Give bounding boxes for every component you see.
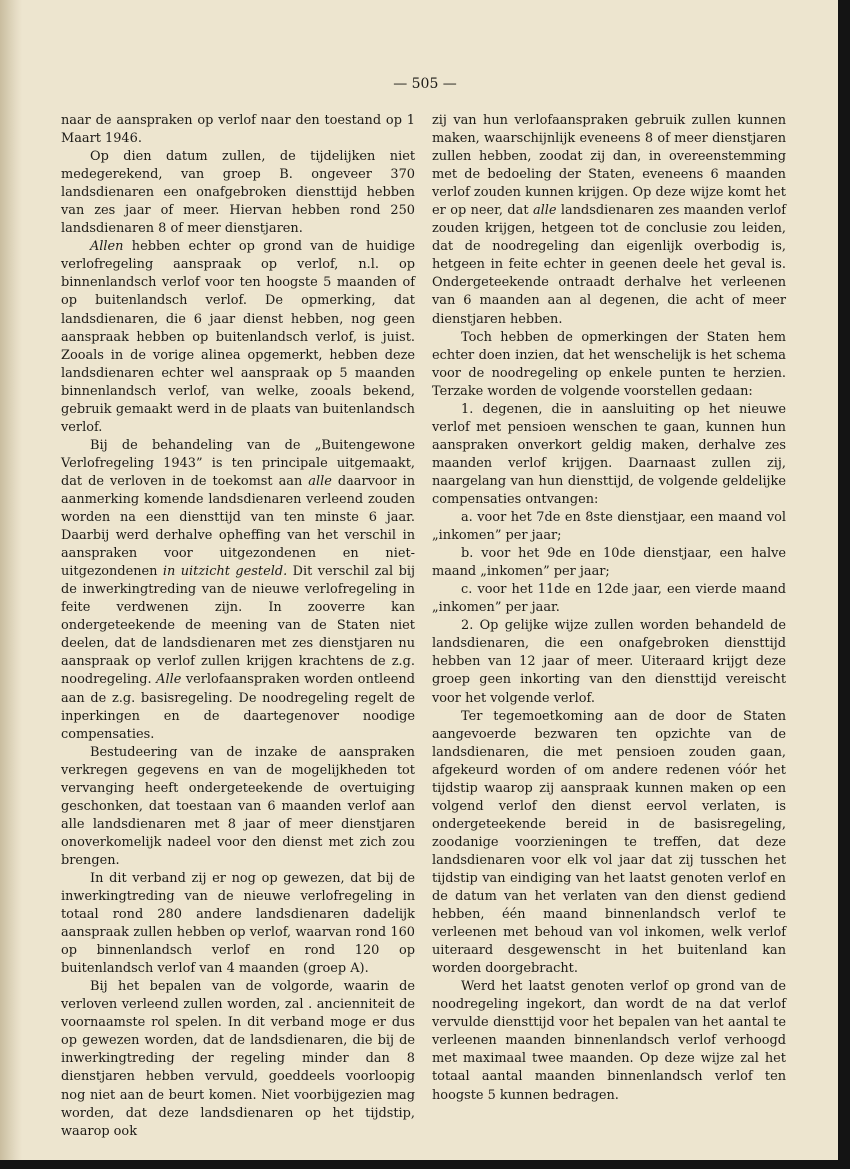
left-column xyxy=(61,112,415,1141)
paragraph: Allen hebben echter op grond van de huidige verlofregeling aanspraak op verlof, n.l. op binnenlandsch verlof voor ten hoogste 5 maanden of op buitenlandsch verlof. De opmerking, dat landsdienaren, die 6 jaar dienst hebben, nog geen aanspraak hebben op buitenlandsch verlof, is juist. Zooals in de vorige alinea opgemerkt, hebben deze landsdienaren echter wel aanspraak op 5 maanden binnenlandsch verlof, van welke, zooals bekend, gebruik gemaakt werd in de plaats van buitenlandsch verlof. xyxy=(61,239,415,435)
paragraph: Bij het bepalen van de volgorde, waarin de verloven verleend zullen worden, zal . ancienniteit de voornaamste rol spelen. In dit verband moge er dus op gewezen worden, dat de landsdienaren, die bij de inwerkingtreding der regeling minder dan 8 dienstjaren hebben vervuld, goeddeels voorloopig nog niet aan de beurt komen. Niet voorbijgezien mag worden, dat deze landsdienaren op het tijdstip, waarop ook xyxy=(61,979,415,1139)
list-item: c. voor het 11de en 12de jaar, een vierde maand „inkomen” per jaar. xyxy=(432,582,786,616)
right-column xyxy=(432,112,786,1105)
paragraph: Op dien datum zullen, de tijdelijken niet medegerekend, van groep B. ongeveer 370 landsdienaren een onafgebroken diensttijd hebben van zes jaar of meer. Hiervan hebben rond 250 landsdienaren 8 of meer dienstjaren. xyxy=(61,149,415,237)
list-item: a. voor het 7de en 8ste dienstjaar, een maand vol „inkomen” per jaar; xyxy=(432,510,786,544)
paragraph: 2. Op gelijke wijze zullen worden behandeld de landsdienaren, die een onafgebroken diensttijd hebben van 12 jaar of meer. Uiteraard krijgt deze groep geen inkorting van den diensttijd vereischt voor het volgende verlof. xyxy=(432,618,786,706)
page-number: — 505 — xyxy=(393,76,457,92)
paragraph: Toch hebben de opmerkingen der Staten hem echter doen inzien, dat het wenschelijk is het schema voor de noodregeling op enkele punten te herzien. Terzake worden de volgende voorstellen gedaan: xyxy=(432,329,786,399)
paragraph: In dit verband zij er nog op gewezen, dat bij de inwerkingtreding van de nieuwe verlofregeling in totaal rond 280 andere landsdienaren dadelijk aanspraak zullen hebben op verlof, waarvan rond 160 op binnenlandsch verlof en rond 120 op buitenlandsch verlof van 4 maanden (groep A). xyxy=(61,870,415,977)
list-item: b. voor het 9de en 10de dienstjaar, een halve maand „inkomen” per jaar; xyxy=(432,546,786,580)
page-binding-edge xyxy=(0,0,22,1160)
paragraph: zij van hun verlofaanspraken gebruik zullen kunnen maken, waarschijnlijk eveneens 8 of meer dienstjaren zullen hebben, zoodat zij dan, in overeenstemming met de bedoeling der Staten, eveneens 6 maanden verlof zouden kunnen krijgen. Op deze wijze komt het er op neer, dat alle landsdienaren zes maanden verlof zouden krijgen, hetgeen tot de conclusie zou leiden, dat de noodregeling dan eigenlijk overbodig is, hetgeen in feite echter in geenen deele het geval is. Ondergeteekende ontraadt derhalve het verleenen van 6 maanden aan al degenen, die acht of meer dienstjaren hebben. xyxy=(432,113,787,327)
paragraph: 1. degenen, die in aansluiting op het nieuwe verlof met pensioen wenschen te gaan, kunnen hun aanspraken onverkort geldig maken, derhalve zes maanden verlof krijgen. Daarnaast zullen zij, naargelang van hun diensttijd, de volgende geldelijke compensaties ontvangen: xyxy=(432,401,786,507)
paragraph: Ter tegemoetkoming aan de door de Staten aangevoerde bezwaren ten opzichte van de landsdienaren, die met pensioen zouden gaan, afgekeurd worden of om andere redenen vóór het tijdstip waarop zij aanspraak kunnen maken op een volgend verlof den dienst eervol verlaten, is ondergeteekende bereid in de basisregeling, zoodanige voorzieningen te treffen, dat deze landsdienaren voor elk vol jaar dat zij tusschen het tijdstip van eindiging van het laatst genoten verlof en de datum van het verlaten van den dienst gediend hebben, één maand binnenlandsch verlof te verleenen met behoud van vol inkomen, welk verlof uiteraard desgewenscht in het buitenland kan worden doorgebracht. xyxy=(432,708,786,977)
paragraph: Werd het laatst genoten verlof op grond van de noodregeling ingekort, dan wordt de na dat verlof vervulde diensttijd voor het bepalen van het aantal te verleenen maanden binnenlandsch verlof verhoogd met maximaal twee maanden. Op deze wijze zal het totaal aantal maanden binnenlandsch verlof ten hoogste 5 kunnen bedragen. xyxy=(432,979,786,1103)
paragraph: naar de aanspraken op verlof naar den toestand op 1 Maart 1946. xyxy=(61,113,415,147)
paragraph: Bij de behandeling van de „Buitengewone Verlofregeling 1943” is ten principale uitgemaakt, dat de verloven in de toekomst aan alle daarvoor in aanmerking komende landsdienaren verleend zouden worden na een diensttijd van ten minste 6 jaar. Daarbij werd derhalve opheffing van het verschil in aanspraken voor uitgezondenen en niet-uitgezondenen in uitzicht gesteld. Dit verschil zal bij de inwerkingtreding van de nieuwe verlofregeling in feite verdwenen zijn. In zooverre kan ondergeteekende de meening van de Staten niet deelen, dat de landsdienaren met zes dienstjaren nu aanspraak op verlof zullen krijgen krachtens de z.g. noodregeling. Alle verlofaanspraken worden ontleend aan de z.g. basisregeling. De noodregeling regelt de inperkingen en de daartegenover noodige compensaties. xyxy=(61,437,415,742)
paragraph: Bestudeering van de inzake de aanspraken verkregen gegevens en van de mogelijkheden tot vervanging heeft ondergeteekende de overtuiging geschonken, dat toestaan van 6 maanden verlof aan alle landsdienaren met 8 jaar of meer dienstjaren onoverkomelijk nadeel voor den dienst met zich zou brengen. xyxy=(61,744,415,868)
